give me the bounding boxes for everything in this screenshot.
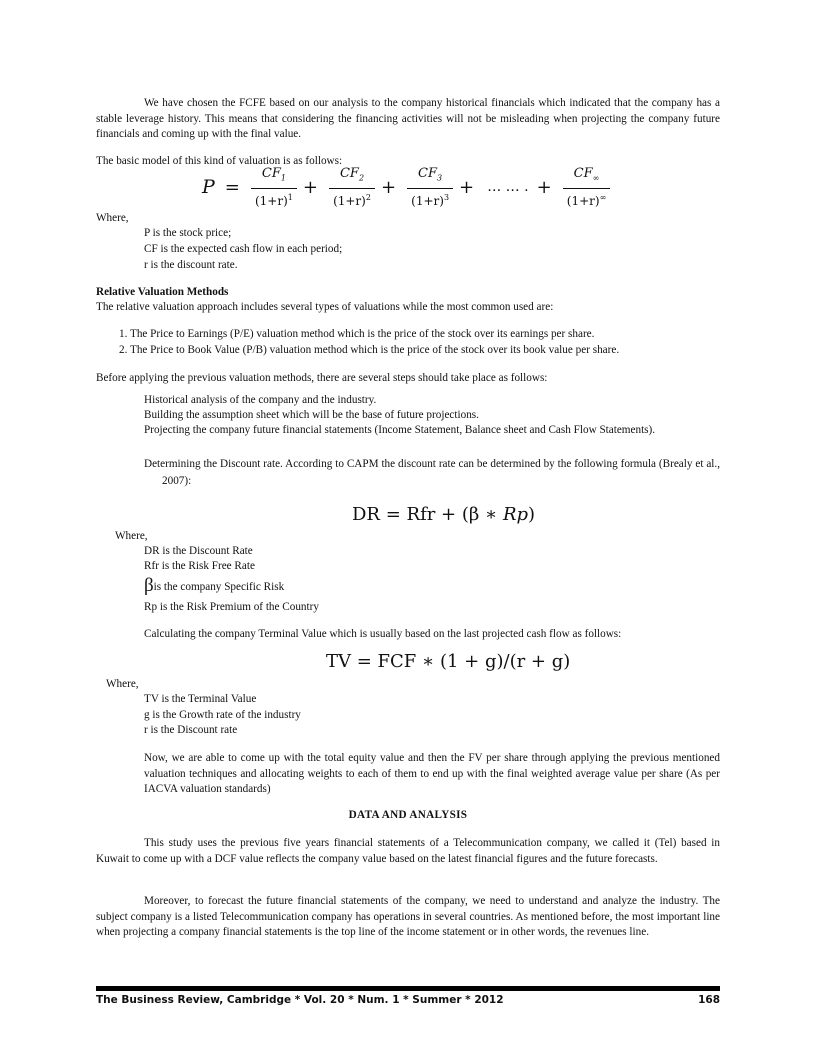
footer-journal: The Business Review, Cambridge * Vol. 20 * Num. 1 * Summer * 2012 [96,994,504,1006]
terminal-intro: Calculating the company Terminal Value which is usually based on the last projected cash flow as follows: [144,628,622,640]
where-label-1: Where, [96,212,129,224]
paragraph-moreover: Moreover, to forecast the future financial statements of the company, we need to understand and analyze the industry. The subject company is a listed Telecommunication company has operations in several countries. As mentioned before, the most important line when projecting a company financial statements is the top line of the income statement or in other words, the revenues line. [96,895,720,939]
beta-symbol: β [144,575,154,596]
where-label-3: Where, [106,678,139,690]
heading-relative-valuation: Relative Valuation Methods [96,286,229,298]
paragraph-fcfe: We have chosen the FCFE based on our analysis to the company historical financials which indicated that the company has a stable leverage history. This means that considering the financing activities will not be misleading when projecting the company future financials and coming up with the final value. [96,97,720,141]
eq1-term-1: $\frac{CF_1}{(1+r)^1}$ [251,166,297,209]
where3-item: g is the Growth rate of the industry [144,709,301,721]
eq1-equals: = [224,176,240,198]
equation-terminal-value: TV = FCF ∗ (1 + g)/(r + g) [326,651,571,672]
paragraph-study: This study uses the previous five years financial statements of a Telecommunication company, we called it (Tel) based in Kuwait to come up with a DCF value reflects the company value based on the latest financial figures and the future forecasts. [96,837,720,865]
eq1-ellipsis: … … . [487,179,529,196]
where-label-2: Where, [115,530,148,542]
where1-item: P is the stock price; [144,227,232,239]
step-item: Building the assumption sheet which will be the base of future projections. [144,409,479,421]
equation-discount-rate: DR = Rfr + (β ∗ Rp) [352,504,536,525]
where2-item: DR is the Discount Rate [144,545,253,557]
list-item: 2. The Price to Book Value (P/B) valuation method which is the price of the stock over its book value per share. [119,344,620,356]
step-item: Determining the Discount rate. According to CAPM the discount rate can be determined by the following formula (Brealy et al., 2007): [144,458,720,487]
eq1-lhs: P [202,176,215,199]
where1-item: CF is the expected cash flow in each period; [144,243,343,255]
where1-item: r is the discount rate. [144,259,238,271]
where2-item: Rfr is the Risk Free Rate [144,560,255,572]
eq1-term-2: $\frac{CF_2}{(1+r)^2}$ [329,166,375,209]
relative-intro: The relative valuation approach includes several types of valuations while the most common used are: [96,301,554,313]
page-number: 168 [698,994,720,1006]
where3-item: TV is the Terminal Value [144,693,257,705]
paragraph-now: Now, we are able to come up with the total equity value and then the FV per share through applying the previous mentioned valuation techniques and allocating weights to each of them to end up with the final weighted average value per share (As per IACVA valuation standards) [144,752,720,796]
step-item: Projecting the company future financial statements (Income Statement, Balance sheet and Cash Flow Statements). [144,424,656,436]
list-item: 1. The Price to Earnings (P/E) valuation method which is the price of the stock over its earnings per share. [119,328,595,340]
step-item: Historical analysis of the company and the industry. [144,394,377,406]
where3-item: r is the Discount rate [144,724,238,736]
equation-dcf: P = $\frac{CF_1}{(1+r)^1}$ + $\frac{CF_2}{(1+r)^2}$ + $\frac{CF_3}{(1+r)^3}$ + … … . + $\frac{CF_\infty}{(1+r)^\infty}$ [202,166,612,209]
beta-definition: βis the company Specific Risk [144,575,285,596]
eq1-term-n: $\frac{CF_\infty}{(1+r)^\infty}$ [563,166,610,209]
basic-model-intro: The basic model of this kind of valuation is as follows: [96,155,343,167]
rp-definition: Rp is the Risk Premium of the Country [144,601,319,613]
eq1-term-3: $\frac{CF_3}{(1+r)^3}$ [407,166,453,209]
before-steps: Before applying the previous valuation methods, there are several steps should take place as follows: [96,372,548,384]
footer-rule [96,986,720,991]
section-title: DATA AND ANALYSIS [348,809,468,821]
